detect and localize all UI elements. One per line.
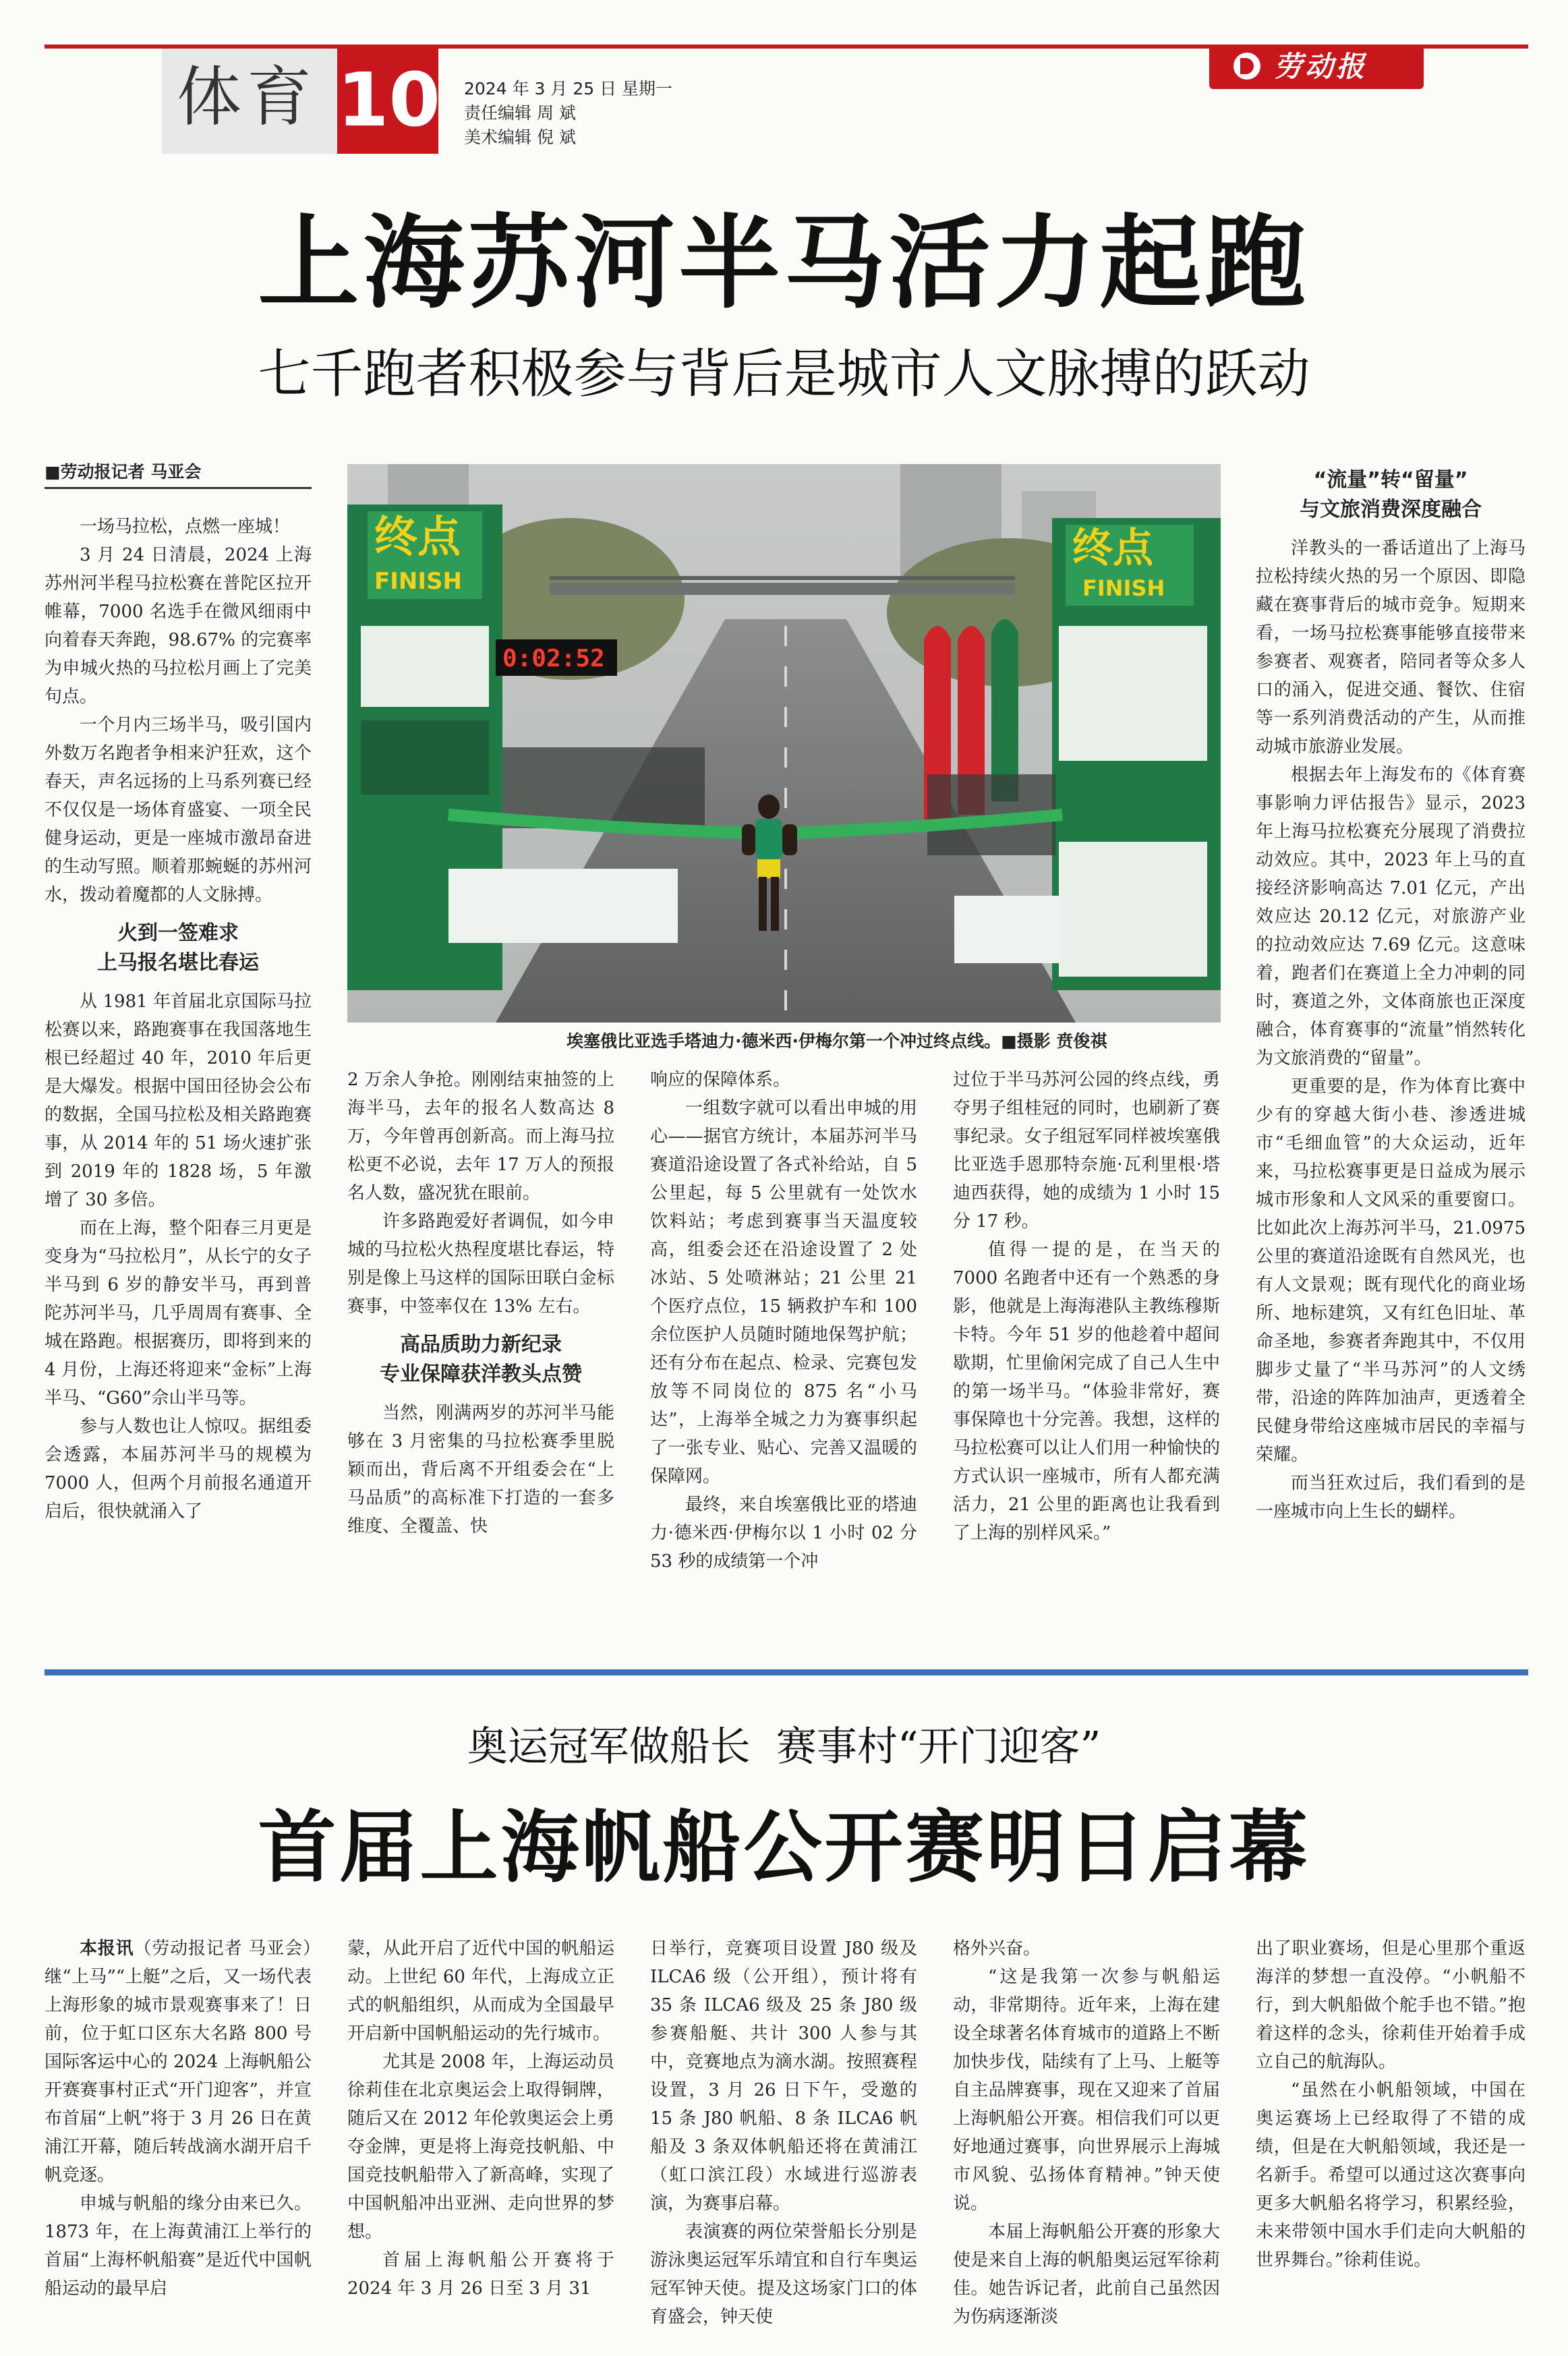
paragraph: 出了职业赛场，但是心里那个重返海洋的梦想一直没停。“小帆船不行，到大帆船做个舵手也不错。”抱着这样的念头，徐莉佳开始着手成立自己的航海队。 [1256,1938,1526,2072]
art-editor-line: 美术编辑 倪 斌 [464,127,576,147]
article2-column-5 [1256,1934,1526,2274]
paragraph: 一个月内三场半马，吸引国内外数万名跑者争相来沪狂欢，这个春天，声名远扬的上马系列赛已经不仅仅是一场体育盛宴、一项全民健身运动，更是一座城市激昂奋进的生动写照。顺着那蜿蜒的苏州河水，拨动着魔都的人文脉搏。 [45,715,312,905]
arch-left-sub: FINISH [374,568,462,595]
article2-column-3 [650,1934,917,2331]
paragraph: 格外兴奋。 [953,1938,1041,1959]
section-label: 体育 [177,59,317,135]
article2-kicker: 奥运冠军做船长 赛事村“开门迎客” [467,1723,1101,1771]
paragraph: 尤其是 2008 年，上海运动员徐莉佳在北京奥运会上取得铜牌，随后又在 2012 年伦敦奥运会上勇夺金牌，更是将上海竞技帆船、中国竞技帆船带入了新高峰，实现了中国帆船冲出亚洲、走向世界的梦想。 [347,2052,614,2242]
article1-column-1 [45,513,312,1526]
article2-column-4 [953,1934,1220,2331]
article1-subheadline: 七千跑者积极参与背后是城市人文脉搏的跃动 [258,344,1310,405]
paragraph: 而当狂欢过后，我们看到的是一座城市向上生长的蝴样。 [1256,1473,1526,1522]
paragraph: 本届上海帆船公开赛的形象大使是来自上海的帆船奥运冠军徐莉佳。她告诉记者，此前自己虽然因为伤病逐渐淡 [953,2222,1220,2327]
article2-column-2 [347,1934,614,2303]
paragraph: 更重要的是，作为体育比赛中少有的穿越大街小巷、渗透进城市“毛细血管”的大众运动，近年来，马拉松赛事更是日益成为展示城市形象和人文风采的重要窗口。比如此次上海苏河半马，21.0975 公里的赛道沿途既有自然风光，也有人文景观；既有现代化的商业场所、地标建筑，又有红色旧址、革命圣地，参赛者奔跑其中，不仅用脚步丈量了“半马苏河”的人文绣带，沿途的阵阵加油声，更透着全民健身带给这座城市居民的幸福与荣耀。 [1256,1076,1526,1465]
paragraph: 2 万余人争抢。刚刚结束抽签的上海半马，去年的报名人数高达 8 万，今年曾再创新高。而上海马拉松更不必说，去年 17 万人的预报名人数，盛况犹在眼前。 [347,1070,614,1203]
logo-emblem-icon [1233,53,1260,80]
paragraph: 响应的保障体系。 [650,1070,791,1090]
lead-label: 本报讯 [80,1938,134,1959]
section-divider [45,1669,1528,1675]
article1-column-3 [650,1066,917,1576]
paragraph: 而在上海，整个阳春三月更是变身为“马拉松月”，从长宁的女子半马到 6 岁的静安半马，再到普陀苏河半马，几乎周周有赛事、全城在路跑。根据赛历，即将到来的 4 月份，上海还将迎来“金标”上海半马、“G60”佘山半马等。 [45,1218,312,1408]
photo-timer: 0:02:52 [502,645,605,672]
article2-column-1 [45,1934,312,2303]
arch-left-label: 终点 [374,513,461,563]
newspaper-logo [1209,45,1424,89]
paragraph: 申城与帆船的缘分由来已久。1873 年，在上海黄浦江上举行的首届“上海杯帆船赛”是近代中国帆船运动的最早启 [45,2193,312,2299]
article1-column-2 [347,1066,614,1541]
subhead-line: 与文旅消费深度融合 [1300,498,1482,521]
paragraph: 洋教头的一番话道出了上海马拉松持续火热的另一个原因、即隐藏在赛事背后的城市竞争。短期来看，一场马拉松赛事能够直接带来参赛者、观赛者，陪同者等众多人口的涌入，促进交通、餐饮、住宿等一系列消费活动的产生，从而推动城市旅游业发展。 [1256,538,1526,757]
paragraph: 根据去年上海发布的《体育赛事影响力评估报告》显示，2023 年上海马拉松赛充分展现了消费拉动效应。其中，2023 年上马的直接经济影响高达 7.01 亿元，产出效应达 20.12 亿元，对旅游产业的拉动效应达 7.69 亿元。这意味着，跑者们在赛道上全力冲刺的同时，赛道之外，文体商旅也正深度融合，体育赛事的“流量”悄然转化为文旅消费的“留量”。 [1256,765,1526,1068]
paragraph: 最终，来自埃塞俄比亚的塔迪力·德米西·伊梅尔以 1 小时 02 分 53 秒的成绩第一个冲 [650,1495,917,1572]
paragraph [45,1934,312,2189]
byline-rule [45,487,312,489]
paragraph: 当然，刚满两岁的苏河半马能够在 3 月密集的马拉松赛季里脱颖而出，背后离不开组委会在“上马品质”的高标准下打造的一套多维度、全覆盖、快 [347,1403,614,1536]
paragraph: 许多路跑爱好者调侃，如今申城的马拉松火热程度堪比春运，特别是像上马这样的国际田联白金标赛事，中签率仅在 13% 左右。 [347,1211,614,1317]
lead-text: （劳动报记者 马亚会）继“上马”“上艇”之后，又一场代表上海形象的城市景观赛事来了！日前，位于虹口区东大名路 800 号国际客运中心的 2024 上海帆船公开赛赛事村正式“开门迎客”，并宣布首届“上帆”将于 3 月 26 日在黄浦江开幕，随后转战滴水湖开启千帆竞逐。 [45,1938,312,2185]
page-number: 10 [337,57,441,143]
subhead-line: “流量”转“留量” [1313,468,1468,492]
paragraph: 一组数字就可以看出申城的用心——据官方统计，本届苏河半马赛道沿途设置了各式补给站，自 5 公里起，每 5 公里就有一处饮水饮料站；考虑到赛事当天温度较高，组委会还在沿途设置了 2 处冰站、5 处喷淋站；21 公里 21 个医疗点位，15 辆救护车和 100 余位医护人员随时随地保驾护航；还有分布在起点、检录、完赛包发放等不同岗位的 875 名“小马达”，上海举全城之力为赛事织起了一张专业、贴心、完善又温暖的保障网。 [650,1098,917,1487]
logo-text: 劳动报 [1274,50,1368,83]
paragraph: “虽然在小帆船领域，中国在奥运赛场上已经取得了不错的成绩，但是在大帆船领域，我还是一名新手。希望可以通过这次赛事向更多大帆船名将学习，积累经验，未来带领中国水手们走向大帆船的世界舞台。”徐莉佳说。 [1256,2080,1526,2270]
paragraph: 值得一提的是，在当天的 7000 名跑者中还有一个熟悉的身影，他就是上海海港队主教练穆斯卡特。今年 51 岁的他趁着中超间歇期，忙里偷闲完成了自己人生中的第一场半马。“体验非常好，赛事保障也十分完善。我想，这样的马拉松赛可以让人们用一种愉快的方式认识一座城市，所有人都充满活力，21 公里的距离也让我看到了上海的别样风采。” [953,1240,1220,1543]
article1-headline: 上海苏河半马活力起跑 [258,204,1310,322]
paragraph: 首届上海帆船公开赛将于 2024 年 3 月 26 日至 3 月 31 [347,2250,614,2299]
subhead-line: 专业保障获洋教头点赞 [380,1362,582,1386]
paragraph: 3 月 24 日清晨，2024 上海苏州河半程马拉松赛在普陀区拉开帷幕，7000 名选手在微风细雨中向着春天奔跑，98.67% 的完赛率为申城火热的马拉松月画上了完美句点。 [45,545,312,707]
arch-right-sub: FINISH [1082,575,1165,601]
subhead-line: 高品质助力新纪录 [400,1333,562,1356]
paragraph: 表演赛的两位荣誉船长分别是游泳奥运冠军乐靖宜和自行车奥运冠军钟天使。提及这场家门口的体育盛会，钟天使 [650,2222,917,2327]
marathon-photo [347,464,1221,1023]
byline: ■劳动报记者 马亚会 [45,462,202,482]
photo-caption: 埃塞俄比亚选手塔迪力·德米西·伊梅尔第一个冲过终点线。■摄影 贲俊祺 [567,1031,1107,1051]
paragraph: 蒙，从此开启了近代中国的帆船运动。上世纪 60 年代，上海成立正式的帆船组织，从而成为全国最早开启新中国帆船运动的先行城市。 [347,1938,614,2044]
paragraph: 一场马拉松，点燃一座城！ [80,517,291,537]
paragraph: 日举行，竞赛项目设置 J80 级及 ILCA6 级（公开组），预计将有 35 条 ILCA6 级及 25 条 J80 级参赛船艇、共计 300 人参与其中，竞赛地点为滴水湖。按照赛程设置，3 月 26 日下午，受邀的 15 条 J80 帆船、8 条 ILCA6 帆船及 3 条双体帆船还将在黄浦江（虹口滨江段）水域进行巡游表演，为赛事启幕。 [650,1938,917,2214]
article1-column-4 [953,1066,1220,1547]
subhead-line: 火到一签难求 [117,921,239,945]
paragraph: 过位于半马苏河公园的终点线，勇夺男子组桂冠的同时，也刷新了赛事纪录。女子组冠军同样被埃塞俄比亚选手恩那特奈施·瓦利里根·塔迪西获得，她的成绩为 1 小时 15 分 17 秒。 [953,1070,1220,1232]
article2-headline: 首届上海帆船公开赛明日启幕 [258,1802,1310,1893]
paragraph: “这是我第一次参与帆船运动，非常期待。近年来，上海在建设全球著名体育城市的道路上不断加快步伐，陆续有了上马、上艇等自主品牌赛事，现在又迎来了首届上海帆船公开赛。相信我们可以更好地通过赛事，向世界展示上海城市风貌、弘扬体育精神。”钟天使说。 [953,1967,1220,2214]
subhead-line: 上马报名堪比春运 [97,951,259,975]
article1-column-5 [1256,465,1526,1526]
paragraph: 参与人数也让人惊叹。据组委会透露，本届苏河半马的规模为 7000 人，但两个月前报名通道开启后，很快就涌入了 [45,1416,312,1522]
editor-line: 责任编辑 周 斌 [464,103,576,123]
marathon-finish-illustration [347,464,1221,1023]
paragraph: 从 1981 年首届北京国际马拉松赛以来，路跑赛事在我国落地生根已经超过 40 年，2010 年后更是大爆发。根据中国田径协会公布的数据，全国马拉松及相关路跑赛事，从 2014 年的 51 场火速扩张到 2019 年的 1828 场，5 年激增了 30 多倍。 [45,992,312,1210]
date-line: 2024 年 3 月 25 日 星期一 [464,79,673,98]
arch-right-label: 终点 [1072,525,1153,572]
